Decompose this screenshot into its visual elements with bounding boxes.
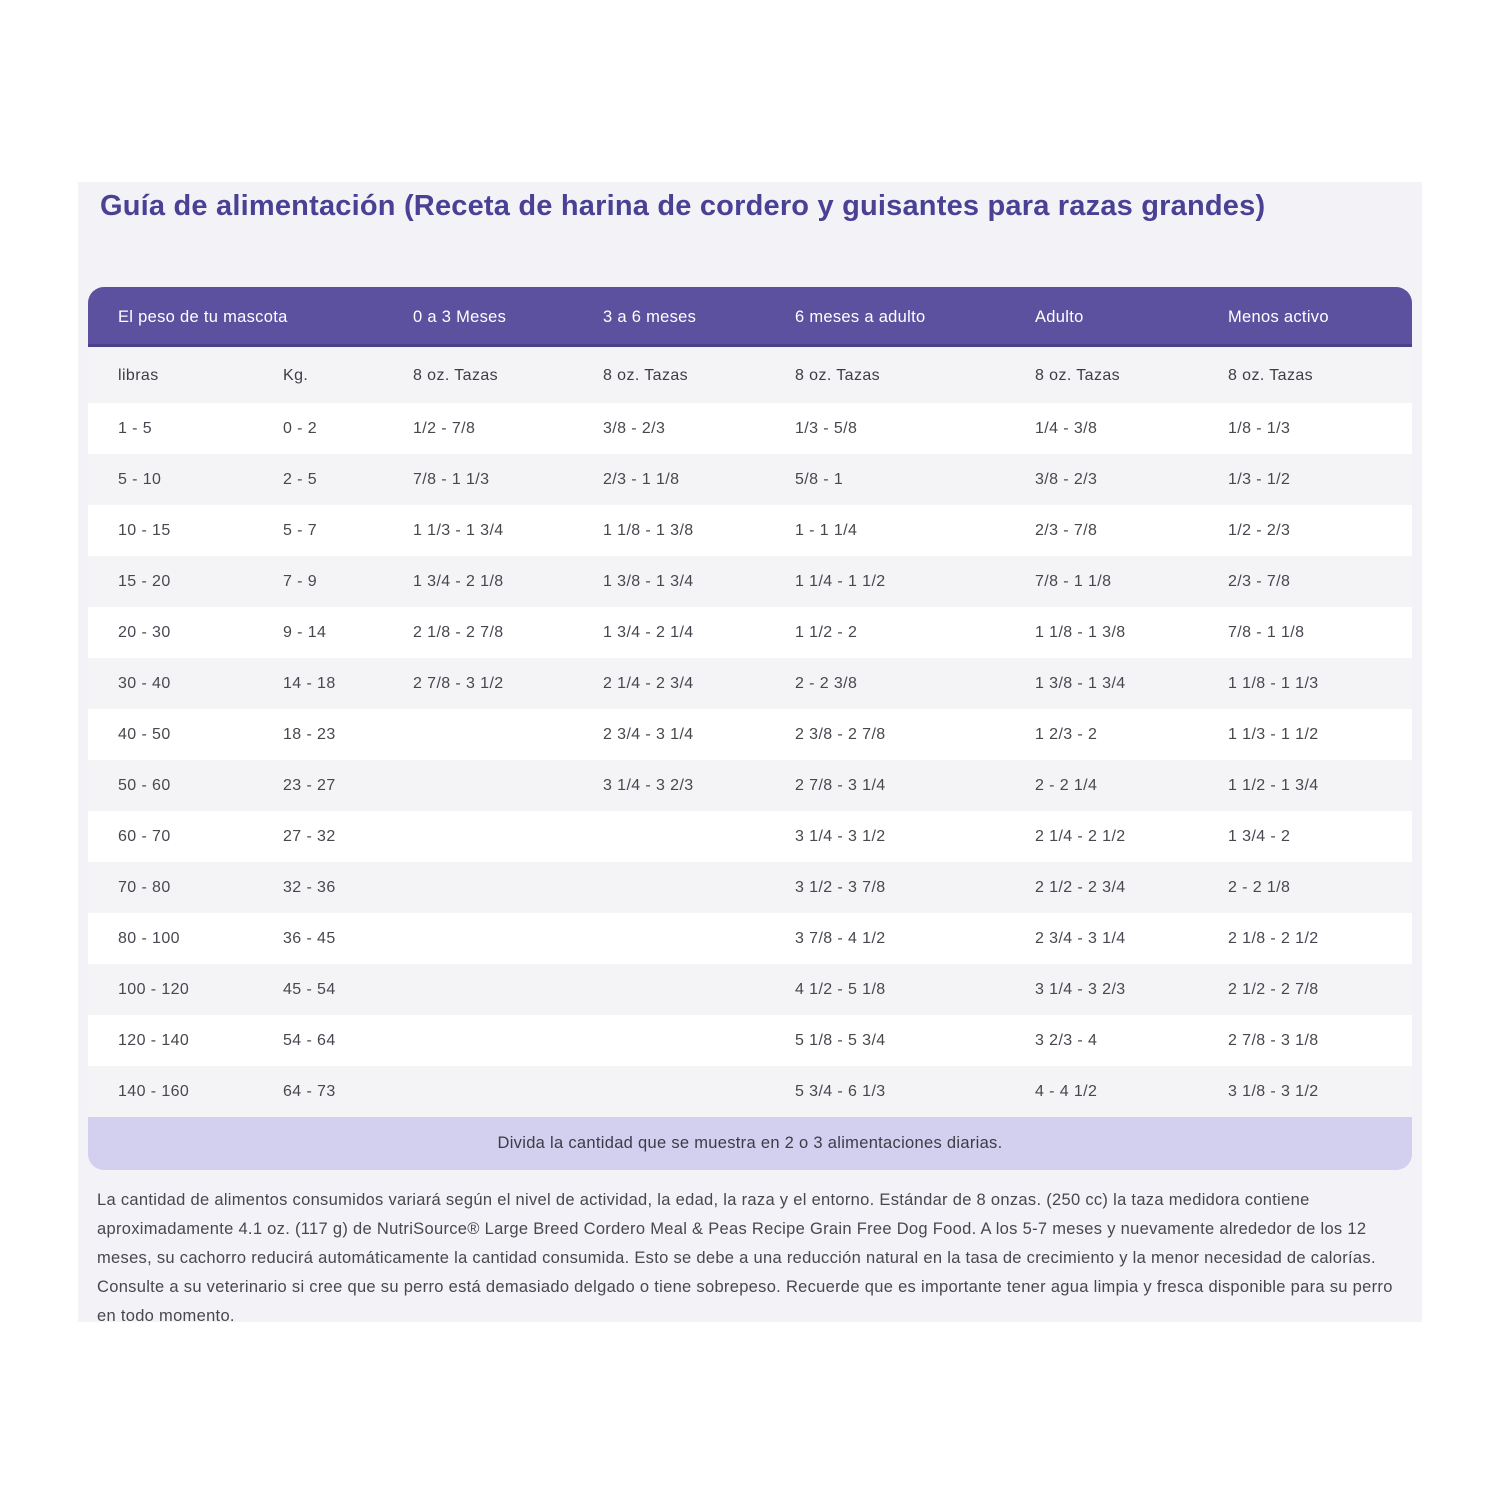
table-cell: 80 - 100 bbox=[118, 929, 180, 947]
page-title: Guía de alimentación (Receta de harina de cordero y guisantes para razas grandes) bbox=[100, 190, 1266, 222]
table-cell: 1 3/4 - 2 1/8 bbox=[413, 572, 504, 590]
subheader-cups: 8 oz. Tazas bbox=[795, 367, 881, 384]
table-cell: 14 - 18 bbox=[283, 674, 336, 692]
table-cell bbox=[383, 709, 573, 760]
table-cell: 15 - 20 bbox=[118, 572, 171, 590]
table-row bbox=[88, 505, 1412, 556]
table-cell: 18 - 23 bbox=[283, 725, 336, 743]
table-cell: 50 - 60 bbox=[118, 776, 171, 794]
header-0-3-months: 0 a 3 Meses bbox=[383, 287, 573, 349]
table-cell: 9 - 14 bbox=[283, 623, 327, 641]
table-cell: 1 2/3 - 2 bbox=[1035, 725, 1098, 743]
table-row bbox=[88, 760, 1412, 811]
table-cell: 2 7/8 - 3 1/8 bbox=[1228, 1031, 1319, 1049]
subheader-cups: 8 oz. Tazas bbox=[1228, 367, 1314, 384]
header-6-months-adult: 6 meses a adulto bbox=[765, 287, 1005, 349]
table-cell: 2 1/4 - 2 3/4 bbox=[603, 674, 694, 692]
table-cell: 2 3/4 - 3 1/4 bbox=[603, 725, 694, 743]
table-cell: 36 - 45 bbox=[283, 929, 336, 947]
table-cell: 3 7/8 - 4 1/2 bbox=[795, 929, 886, 947]
table-cell: 2 7/8 - 3 1/4 bbox=[795, 776, 886, 794]
table-cell: 5/8 - 1 bbox=[795, 470, 844, 488]
table-cell: 2 - 2 1/8 bbox=[1228, 878, 1291, 896]
table-cell: 1/2 - 7/8 bbox=[413, 419, 476, 437]
table-cell: 5 - 10 bbox=[118, 470, 162, 488]
table-cell: 2 1/4 - 2 1/2 bbox=[1035, 827, 1126, 845]
table-cell: 2 - 5 bbox=[283, 470, 318, 488]
subheader-row bbox=[88, 349, 1412, 403]
table-row bbox=[88, 709, 1412, 760]
table-cell bbox=[383, 1015, 573, 1066]
table-cell: 140 - 160 bbox=[118, 1082, 190, 1100]
feeding-guide-table bbox=[88, 287, 1412, 1117]
table-cell: 2/3 - 7/8 bbox=[1228, 572, 1291, 590]
table-cell: 30 - 40 bbox=[118, 674, 171, 692]
table-row bbox=[88, 607, 1412, 658]
table-row bbox=[88, 913, 1412, 964]
table-footer-note: Divida la cantidad que se muestra en 2 o 3 alimentaciones diarias. bbox=[497, 1134, 1003, 1152]
table-cell bbox=[573, 1015, 765, 1066]
feeding-guide-panel bbox=[78, 182, 1422, 1325]
table-cell: 1 1/8 - 1 3/8 bbox=[603, 521, 694, 539]
table-cell: 70 - 80 bbox=[118, 878, 171, 896]
subheader-cups: 8 oz. Tazas bbox=[1035, 367, 1121, 384]
table-cell: 45 - 54 bbox=[283, 980, 336, 998]
table-cell: 32 - 36 bbox=[283, 878, 336, 896]
table-cell: 3 1/4 - 3 2/3 bbox=[1035, 980, 1126, 998]
table-cell: 7/8 - 1 1/8 bbox=[1228, 623, 1305, 641]
table-cell: 1/3 - 1/2 bbox=[1228, 470, 1291, 488]
header-less-active: Menos activo bbox=[1198, 287, 1412, 349]
table-cell bbox=[383, 811, 573, 862]
table-cell bbox=[573, 811, 765, 862]
table-cell: 1 3/8 - 1 3/4 bbox=[603, 572, 694, 590]
feeding-guide-table-wrap bbox=[88, 287, 1412, 1170]
table-cell bbox=[383, 760, 573, 811]
table-cell: 1 1/3 - 1 1/2 bbox=[1228, 725, 1319, 743]
table-cell: 1/4 - 3/8 bbox=[1035, 419, 1098, 437]
table-cell: 1 1/8 - 1 1/3 bbox=[1228, 674, 1319, 692]
table-cell: 10 - 15 bbox=[118, 521, 171, 539]
table-cell: 3 1/2 - 3 7/8 bbox=[795, 878, 886, 896]
table-cell: 2/3 - 7/8 bbox=[1035, 521, 1098, 539]
table-cell: 0 - 2 bbox=[283, 419, 318, 437]
table-body bbox=[88, 349, 1412, 1117]
table-cell: 1 3/4 - 2 1/4 bbox=[603, 623, 694, 641]
subheader-cups: 8 oz. Tazas bbox=[603, 367, 689, 384]
table-cell: 1 - 1 1/4 bbox=[795, 521, 858, 539]
table-cell bbox=[383, 913, 573, 964]
subheader-pounds: libras bbox=[118, 367, 159, 384]
table-cell: 120 - 140 bbox=[118, 1031, 190, 1049]
table-cell: 64 - 73 bbox=[283, 1082, 336, 1100]
header-pet-weight: El peso de tu mascota bbox=[88, 287, 383, 349]
table-cell: 1 1/2 - 2 bbox=[795, 623, 858, 641]
table-cell: 2 3/8 - 2 7/8 bbox=[795, 725, 886, 743]
table-row bbox=[88, 1066, 1412, 1117]
table-cell: 1 1/2 - 1 3/4 bbox=[1228, 776, 1319, 794]
table-cell: 2 1/8 - 2 1/2 bbox=[1228, 929, 1319, 947]
table-cell: 2 - 2 1/4 bbox=[1035, 776, 1098, 794]
table-cell: 2 3/4 - 3 1/4 bbox=[1035, 929, 1126, 947]
table-cell: 4 - 4 1/2 bbox=[1035, 1082, 1098, 1100]
table-cell bbox=[573, 964, 765, 1015]
table-cell: 2 - 2 3/8 bbox=[795, 674, 858, 692]
table-cell: 60 - 70 bbox=[118, 827, 171, 845]
table-row bbox=[88, 811, 1412, 862]
table-row bbox=[88, 556, 1412, 607]
table-cell: 1 3/8 - 1 3/4 bbox=[1035, 674, 1126, 692]
table-footer-note-bar bbox=[88, 1117, 1412, 1170]
table-cell: 54 - 64 bbox=[283, 1031, 336, 1049]
table-cell: 2 1/2 - 2 7/8 bbox=[1228, 980, 1319, 998]
table-cell: 1/2 - 2/3 bbox=[1228, 521, 1291, 539]
header-3-6-months: 3 a 6 meses bbox=[573, 287, 765, 349]
table-cell: 100 - 120 bbox=[118, 980, 190, 998]
table-cell: 3 2/3 - 4 bbox=[1035, 1031, 1098, 1049]
header-adult: Adulto bbox=[1005, 287, 1198, 349]
table-cell: 1 1/4 - 1 1/2 bbox=[795, 572, 886, 590]
table-cell bbox=[573, 862, 765, 913]
table-cell: 7/8 - 1 1/3 bbox=[413, 470, 490, 488]
table-cell: 2 1/2 - 2 3/4 bbox=[1035, 878, 1126, 896]
table-cell bbox=[573, 1066, 765, 1117]
table-cell: 5 1/8 - 5 3/4 bbox=[795, 1031, 886, 1049]
table-cell: 27 - 32 bbox=[283, 827, 336, 845]
table-cell: 3/8 - 2/3 bbox=[1035, 470, 1098, 488]
table-row bbox=[88, 862, 1412, 913]
table-cell: 7/8 - 1 1/8 bbox=[1035, 572, 1112, 590]
header-row bbox=[88, 287, 1412, 349]
table-cell: 3 1/8 - 3 1/2 bbox=[1228, 1082, 1319, 1100]
table-cell: 7 - 9 bbox=[283, 572, 318, 590]
table-cell: 23 - 27 bbox=[283, 776, 336, 794]
table-cell: 1 1/3 - 1 3/4 bbox=[413, 521, 504, 539]
table-cell: 3/8 - 2/3 bbox=[603, 419, 666, 437]
table-cell: 1 - 5 bbox=[118, 419, 153, 437]
table-cell: 4 1/2 - 5 1/8 bbox=[795, 980, 886, 998]
table-cell: 2/3 - 1 1/8 bbox=[603, 470, 680, 488]
table-row bbox=[88, 1015, 1412, 1066]
table-cell: 1/3 - 5/8 bbox=[795, 419, 858, 437]
table-cell bbox=[383, 964, 573, 1015]
table-cell: 5 3/4 - 6 1/3 bbox=[795, 1082, 886, 1100]
table-cell: 5 - 7 bbox=[283, 521, 318, 539]
table-cell bbox=[383, 1066, 573, 1117]
table-row bbox=[88, 403, 1412, 454]
table-cell: 1/8 - 1/3 bbox=[1228, 419, 1291, 437]
table-cell bbox=[573, 913, 765, 964]
table-cell: 1 3/4 - 2 bbox=[1228, 827, 1291, 845]
table-row bbox=[88, 454, 1412, 505]
table-cell: 2 1/8 - 2 7/8 bbox=[413, 623, 504, 641]
table-cell: 2 7/8 - 3 1/2 bbox=[413, 674, 504, 692]
table-cell: 1 1/8 - 1 3/8 bbox=[1035, 623, 1126, 641]
table-row bbox=[88, 658, 1412, 709]
subheader-cups: 8 oz. Tazas bbox=[413, 367, 499, 384]
table-cell: 3 1/4 - 3 2/3 bbox=[603, 776, 694, 794]
table-cell: 40 - 50 bbox=[118, 725, 171, 743]
table-row bbox=[88, 964, 1412, 1015]
table-cell bbox=[383, 862, 573, 913]
table-header bbox=[88, 287, 1412, 349]
table-cell: 20 - 30 bbox=[118, 623, 171, 641]
subheader-kg: Kg. bbox=[283, 367, 309, 384]
table-cell: 3 1/4 - 3 1/2 bbox=[795, 827, 886, 845]
feeding-note-paragraph: La cantidad de alimentos consumidos variará según el nivel de actividad, la edad, la raza y el entorno. Estándar de 8 onzas. (250 cc) la taza medidora contiene aproximadamente 4.1 oz. (117 g) de NutriSource® Large Breed Cordero Meal & Peas Recipe Grain Free Dog Food. A los 5-7 meses y nuevamente alrededor de los 12 meses, su cachorro reducirá automáticamente la cantidad consumida. Esto se debe a una reducción natural en la tasa de crecimiento y la menor necesidad de calorías. Consulte a su veterinario si cree que su perro está demasiado delgado o tiene sobrepeso. Recuerde que es importante tener agua limpia y fresca disponible para su perro en todo momento. bbox=[97, 1191, 1393, 1325]
